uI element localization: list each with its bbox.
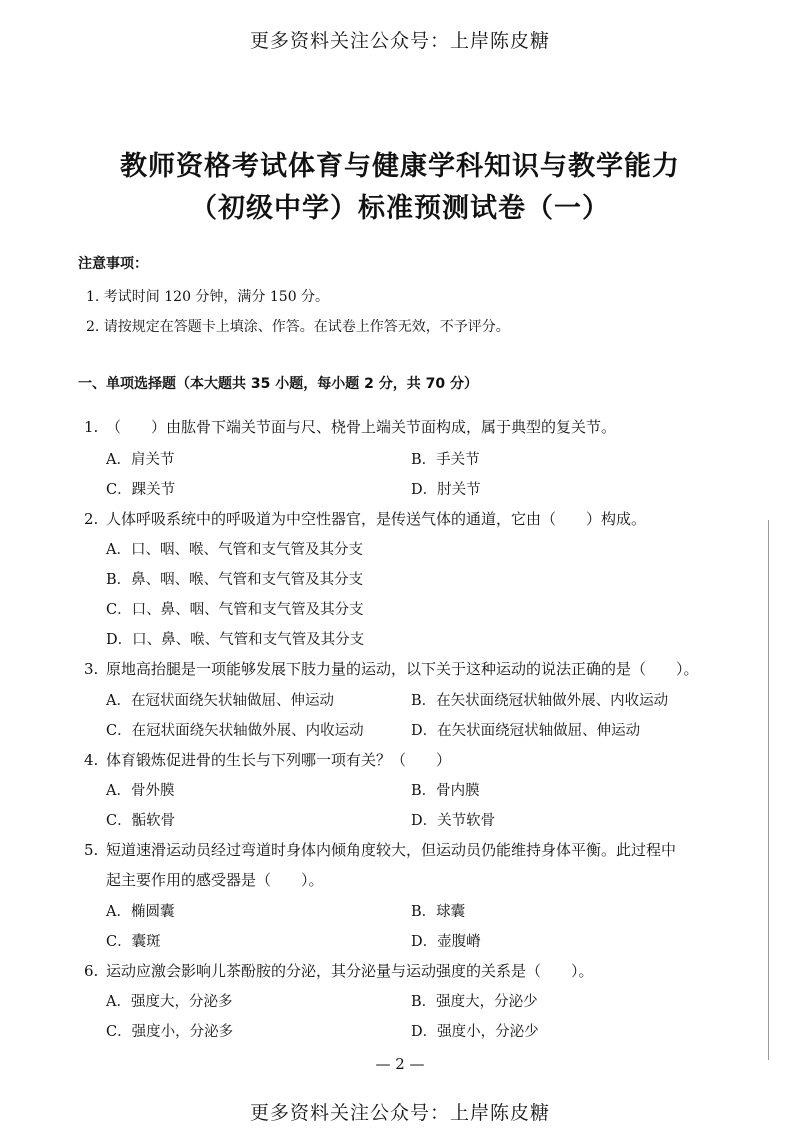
- question-stem: （ ）由肱骨下端关节面与尺、桡骨上端关节面构成，属于典型的复关节。: [106, 418, 617, 436]
- option-b: B．在矢状面绕冠状轴做外展、内收运动: [411, 693, 669, 709]
- question-number: 6.: [84, 962, 99, 980]
- option-a: A．骨外膜: [106, 783, 175, 799]
- section-heading: 一、单项选择题（本大题共 35 小题，每小题 2 分，共 70 分）: [78, 376, 478, 392]
- question-number: 1.: [84, 418, 99, 436]
- question-stem: 原地高抬腿是一项能够发展下肢力量的运动，以下关于这种运动的说法正确的是（ ）。: [106, 660, 699, 678]
- question-stem: 体育锻炼促进骨的生长与下列哪一项有关？（ ）: [106, 751, 452, 769]
- option-b: B．鼻、咽、喉、气管和支气管及其分支: [106, 572, 364, 588]
- option-b: B．手关节: [411, 452, 480, 468]
- question-stem: 运动应激会影响儿茶酚胺的分泌，其分泌量与运动强度的关系是（ ）。: [106, 962, 594, 980]
- note-item: 2. 请按规定在答题卡上填涂、作答。在试卷上作答无效，不予评分。: [86, 319, 510, 335]
- question-3: [84, 658, 699, 679]
- option-b: B．骨内膜: [411, 783, 480, 799]
- option-d: D．壶腹嵴: [411, 934, 481, 950]
- option-c: C．踝关节: [106, 482, 176, 498]
- option-c: C．口、鼻、咽、气管和支气管及其分支: [106, 602, 364, 618]
- question-stem: 人体呼吸系统中的呼吸道为中空性器官，是传送气体的通道，它由（ ）构成。: [106, 510, 647, 528]
- question-number: 5.: [84, 841, 99, 859]
- exam-title-line2: （初级中学）标准预测试卷（一）: [190, 193, 610, 224]
- option-c: C．囊斑: [106, 934, 161, 950]
- footer-watermark-banner: 更多资料关注公众号：上岸陈皮糖: [249, 1102, 550, 1124]
- question-2: [84, 508, 646, 529]
- option-c: C．骺软骨: [106, 813, 176, 829]
- question-6: [84, 960, 594, 981]
- question-4: [84, 749, 451, 770]
- scan-artifact-line: [768, 520, 769, 1060]
- notes-heading: 注意事项：: [78, 256, 148, 272]
- question-number: 2.: [84, 510, 99, 528]
- option-d: D．强度小，分泌少: [411, 1024, 539, 1040]
- question-1: [84, 416, 616, 437]
- option-a: A．强度大，分泌多: [106, 994, 233, 1010]
- option-a: A．在冠状面绕矢状轴做屈、伸运动: [106, 693, 334, 709]
- question-number: 4.: [84, 751, 99, 769]
- question-stem: 短道速滑运动员经过弯道时身体内倾角度较大，但运动员仍能维持身体平衡。此过程中: [106, 841, 677, 859]
- option-b: B．球囊: [411, 904, 466, 920]
- page-number: — 2 —: [375, 1055, 425, 1073]
- option-d: D．肘关节: [411, 482, 481, 498]
- option-a: A．肩关节: [106, 452, 175, 468]
- option-d: D．关节软骨: [411, 813, 496, 829]
- question-stem-continued: 起主要作用的感受器是（ ）。: [106, 871, 324, 889]
- option-d: D．口、鼻、喉、气管和支气管及其分支: [106, 632, 365, 648]
- option-c: C．在冠状面绕矢状轴做外展、内收运动: [106, 723, 364, 739]
- option-c: C．强度小，分泌多: [106, 1024, 234, 1040]
- option-a: A．口、咽、喉、气管和支气管及其分支: [106, 542, 363, 558]
- exam-title-line1: 教师资格考试体育与健康学科知识与教学能力: [120, 151, 680, 182]
- note-item: 1. 考试时间 120 分钟，满分 150 分。: [86, 289, 330, 305]
- header-watermark-banner: 更多资料关注公众号：上岸陈皮糖: [249, 30, 550, 52]
- option-a: A．椭圆囊: [106, 904, 175, 920]
- option-b: B．强度大，分泌少: [411, 994, 538, 1010]
- question-5: [84, 839, 676, 860]
- question-number: 3.: [84, 660, 99, 678]
- option-d: D．在矢状面绕冠状轴做屈、伸运动: [411, 723, 641, 739]
